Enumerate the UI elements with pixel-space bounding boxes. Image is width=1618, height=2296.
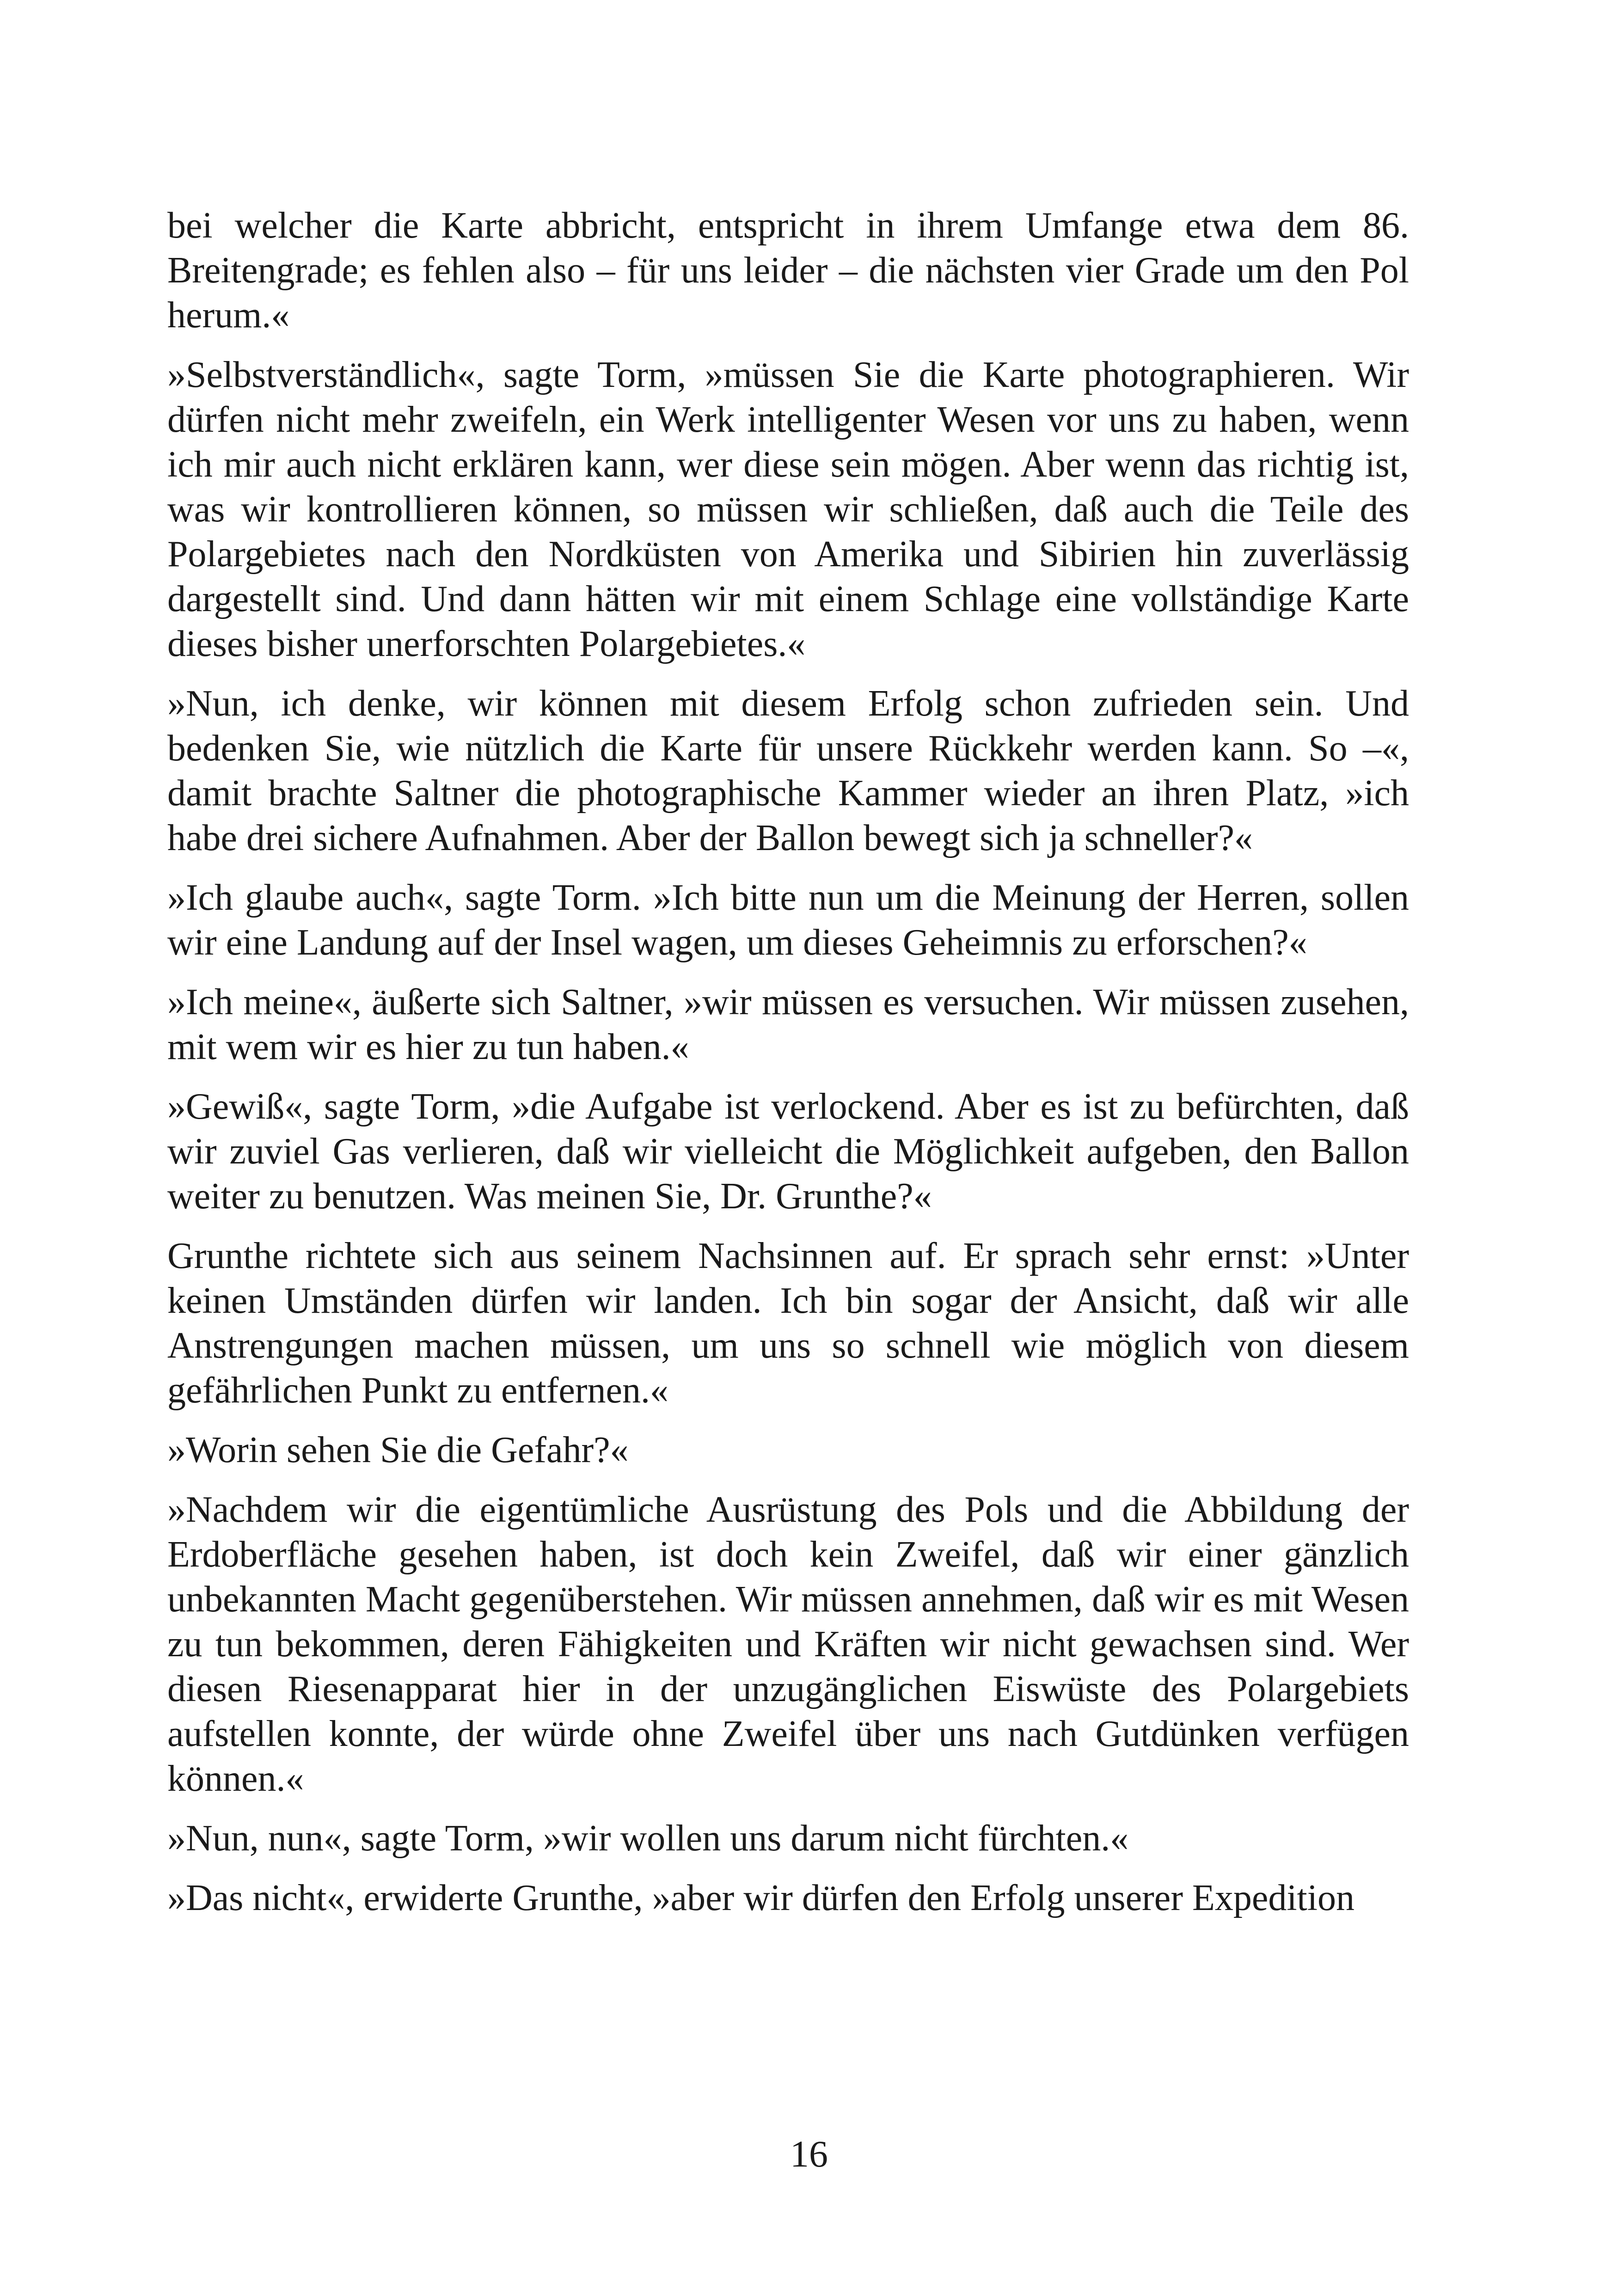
paragraph-5: »Ich meine«, äußerte sich Saltner, »wir müssen es versuchen. Wir müssen zusehen, mit wem wir es hier zu tun haben.« bbox=[167, 982, 1409, 1067]
paragraph-10: »Nun, nun«, sagte Torm, »wir wollen uns darum nicht fürchten.« bbox=[167, 1818, 1129, 1859]
body-text bbox=[167, 203, 1409, 1921]
page-number: 16 bbox=[790, 2133, 828, 2175]
paragraph-11: »Das nicht«, erwiderte Grunthe, »aber wir dürfen den Erfolg unserer Expedition bbox=[167, 1878, 1355, 1918]
paragraph-4: »Ich glaube auch«, sagte Torm. »Ich bitte nun um die Meinung der Herren, sollen wir eine Landung auf der Insel wagen, um dieses Geheimnis zu erforschen?« bbox=[167, 877, 1409, 963]
paragraph-9: »Nachdem wir die eigentümliche Ausrüstung des Pols und die Abbildung der Erdoberfläche gesehen haben, ist doch kein Zweifel, daß wir einer gänzlich unbekannten Macht gegenüberstehen. Wir müssen annehmen, daß wir es mit Wesen zu tun bekommen, deren Fähigkeiten und Kräften wir nicht gewachsen sind. Wer diesen Riesenapparat hier in der unzugänglichen Eiswüste des Polargebiets aufstellen konnte, der würde ohne Zweifel über uns nach Gutdünken verfügen können.« bbox=[167, 1489, 1409, 1799]
paragraph-1: bei welcher die Karte abbricht, entspricht in ihrem Umfange etwa dem 86. Breitengrade; es fehlen also – für uns leider – die nächsten vier Grade um den Pol herum.« bbox=[167, 205, 1409, 336]
paragraph-2: »Selbstverständlich«, sagte Torm, »müssen Sie die Karte photographieren. Wir dürfen nicht mehr zweifeln, ein Werk intelligenter Wesen vor uns zu haben, wenn ich mir auch nicht erklären kann, wer diese sein mögen. Aber wenn das richtig ist, was wir kontrollieren können, so müssen wir schließen, daß auch die Teile des Polargebietes nach den Nordküsten von Amerika und Sibirien hin zuverlässig dargestellt sind. Und dann hätten wir mit einem Schlage eine vollständige Karte dieses bisher unerforschten Polargebietes.« bbox=[167, 355, 1409, 664]
paragraph-8: »Worin sehen Sie die Gefahr?« bbox=[167, 1430, 629, 1470]
paragraph-6: »Gewiß«, sagte Torm, »die Aufgabe ist verlockend. Aber es ist zu befürchten, daß wir zuviel Gas verlieren, daß wir vielleicht die Möglichkeit aufgeben, den Ballon weiter zu benutzen. Was meinen Sie, Dr. Grunthe?« bbox=[167, 1086, 1409, 1217]
paragraph-3: »Nun, ich denke, wir können mit diesem Erfolg schon zufrieden sein. Und bedenken Sie, wie nützlich die Karte für unsere Rückkehr werden kann. So –«, damit brachte Saltner die photographische Kammer wieder an ihren Platz, »ich habe drei sichere Aufnahmen. Aber der Ballon bewegt sich ja schneller?« bbox=[167, 683, 1409, 858]
paragraph-7: Grunthe richtete sich aus seinem Nachsinnen auf. Er sprach sehr ernst: »Unter keinen Umständen dürfen wir landen. Ich bin sogar der Ansicht, daß wir alle Anstrengungen machen müssen, um uns so schnell wie möglich von diesem gefährlichen Punkt zu entfernen.« bbox=[167, 1236, 1409, 1411]
